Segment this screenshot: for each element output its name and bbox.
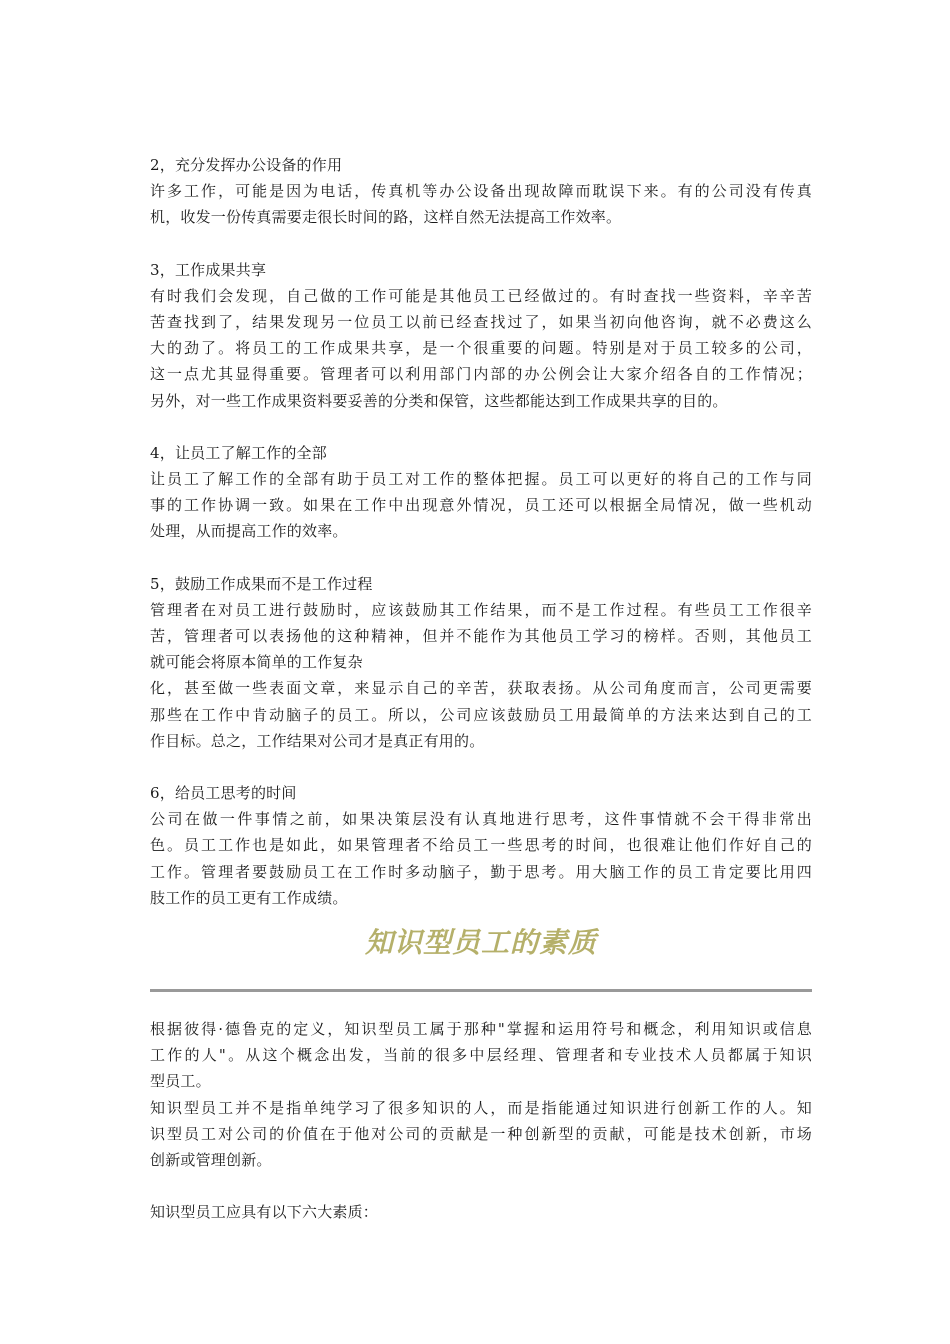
paragraph-line: 有时我们会发现，自己做的工作可能是其他员工已经做过的。有时查找一些资料，辛辛苦 <box>150 286 812 305</box>
paragraph-line: 苦查找到了，结果发现另一位员工以前已经查找过了，如果当初向他咨询，就不必费这么 <box>150 313 812 332</box>
paragraph-line: 苦，管理者可以表扬他的这种精神，但并不能作为其他员工学习的榜样。否则，其他员工 <box>150 627 812 646</box>
paragraph-line: 机，收发一份传真需要走很长时间的路，这样自然无法提高工作效率。 <box>150 208 622 227</box>
paragraph-line: 根据彼得·德鲁克的定义，知识型员工属于那种"掌握和运用符号和概念，利用知识或信息 <box>150 1020 812 1039</box>
paragraph-line: 化，甚至做一些表面文章，来显示自己的辛苦，获取表扬。从公司角度而言，公司更需要 <box>150 679 812 698</box>
paragraph-line: 让员工了解工作的全部有助于员工对工作的整体把握。员工可以更好的将自己的工作与同 <box>150 470 812 489</box>
document-body <box>150 152 812 1226</box>
section-heading: 4，让员工了解工作的全部 <box>150 443 327 462</box>
paragraph-line: 工作。管理者要鼓励员工在工作时多动脑子，勤于思考。用大脑工作的员工肯定要比用四 <box>150 862 812 881</box>
paragraph-line: 许多工作，可能是因为电话，传真机等办公设备出现故障而耽误下来。有的公司没有传真 <box>150 182 812 201</box>
paragraph-line: 知识型员工并不是指单纯学习了很多知识的人，而是指能通过知识进行创新工作的人。知 <box>150 1098 812 1117</box>
paragraph-line: 事的工作协调一致。如果在工作中出现意外情况，员工还可以根据全局情况，做一些机动 <box>150 496 812 515</box>
section-heading: 3，工作成果共享 <box>150 260 267 279</box>
article-title: 知识型员工的素质 <box>364 926 597 960</box>
paragraph-line: 管理者在对员工进行鼓励时，应该鼓励其工作结果，而不是工作过程。有些员工工作很辛 <box>150 600 812 619</box>
paragraph-line: 色。员工工作也是如此，如果管理者不给员工一些思考的时间，也很难让他们作好自己的 <box>150 836 812 855</box>
paragraph-line: 工作的人"。从这个概念出发，当前的很多中层经理、管理者和专业技术人员都属于知识 <box>150 1046 812 1065</box>
section-heading: 2，充分发挥办公设备的作用 <box>150 156 343 174</box>
paragraph-line: 大的劲了。将员工的工作成果共享，是一个很重要的问题。特别是对于员工较多的公司， <box>150 339 812 358</box>
paragraph-line: 另外，对一些工作成果资料要妥善的分类和保管，这些都能达到工作成果共享的目的。 <box>150 391 728 410</box>
paragraph-line: 识型员工对公司的价值在于他对公司的贡献是一种创新型的贡献，可能是技术创新，市场 <box>150 1124 812 1143</box>
closing-line: 知识型员工应具有以下六大素质： <box>150 1203 379 1222</box>
paragraph-line: 公司在做一件事情之前，如果决策层没有认真地进行思考，这件事情就不会干得非常出 <box>150 810 812 829</box>
paragraph-line: 肢工作的员工更有工作成绩。 <box>150 888 348 907</box>
paragraph-line: 作目标。总之，工作结果对公司才是真正有用的。 <box>150 731 485 750</box>
paragraph-line: 型员工。 <box>150 1072 211 1091</box>
paragraph-line: 创新或管理创新。 <box>150 1151 272 1170</box>
paragraph-line: 就可能会将原本简单的工作复杂 <box>150 653 363 672</box>
paragraph-line: 处理，从而提高工作的效率。 <box>150 522 348 541</box>
paragraph-line: 这一点尤其显得重要。管理者可以利用部门内部的办公例会让大家介绍各自的工作情况； <box>150 365 812 384</box>
paragraph-line: 那些在工作中肯动脑子的员工。所以，公司应该鼓励员工用最简单的方法来达到自己的工 <box>150 705 812 724</box>
section-heading: 5，鼓励工作成果而不是工作过程 <box>150 574 373 593</box>
section-heading: 6，给员工思考的时间 <box>150 784 297 803</box>
horizontal-rule <box>150 989 812 992</box>
